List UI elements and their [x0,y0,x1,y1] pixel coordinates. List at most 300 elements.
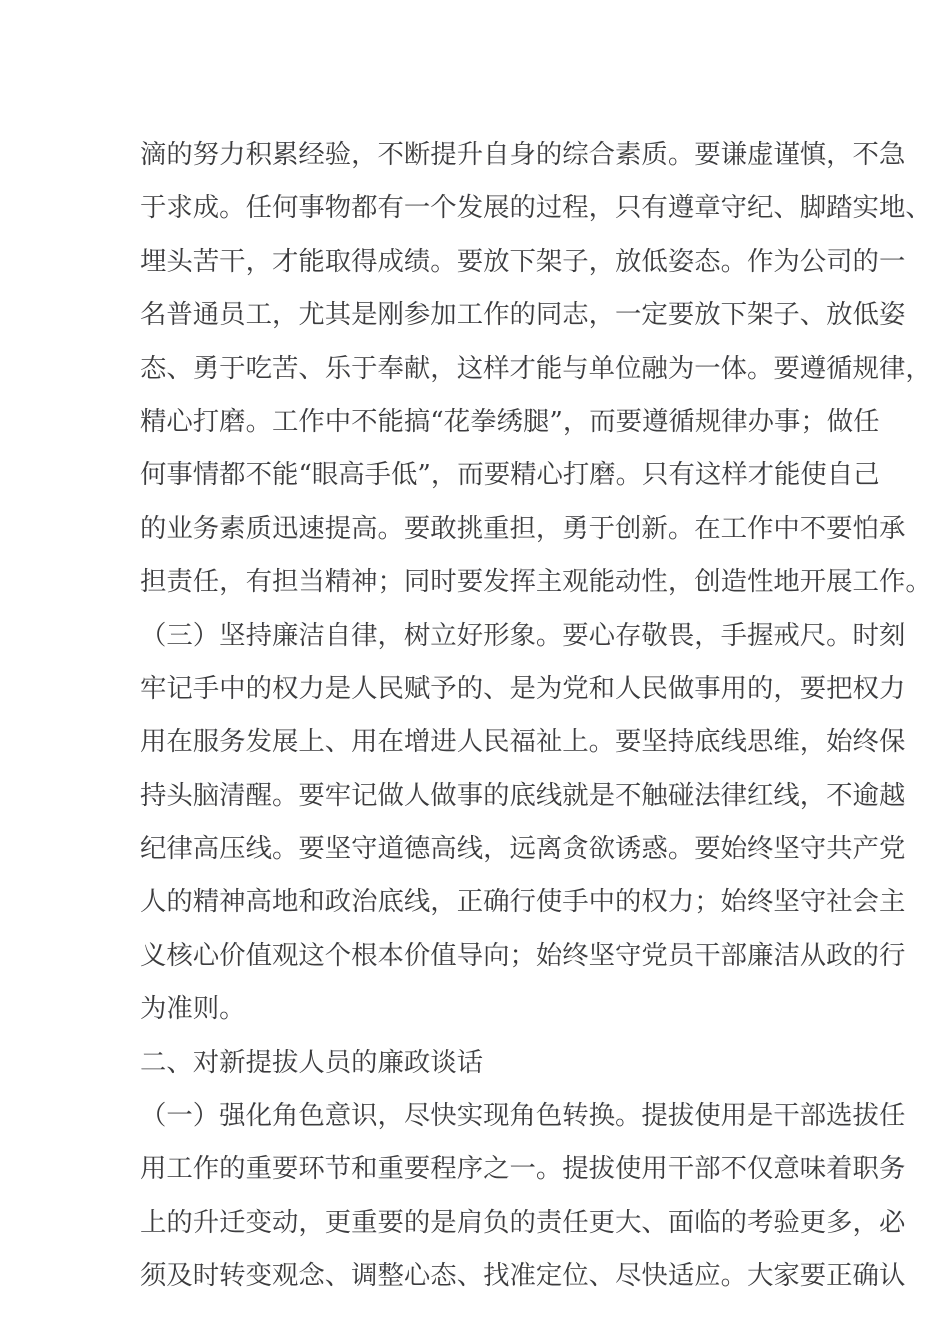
document-glyph: 变 [245,1260,272,1292]
document-glyph: 心 [536,459,563,491]
document-glyph: 踏 [826,192,853,224]
document-glyph: 慎 [799,139,827,170]
document-glyph: ， [430,352,457,384]
document-glyph: 一 [615,299,642,331]
document-glyph: 权 [271,672,299,704]
document-glyph: ， [905,352,932,384]
document-glyph: 律 [721,405,748,437]
document-glyph: 始 [720,833,747,865]
document-glyph: 中 [773,512,800,544]
document-glyph: 醒 [245,779,272,811]
document-glyph: 质 [245,512,272,544]
document-glyph: ， [377,619,404,651]
document-glyph: 滴 [140,139,167,170]
document-glyph: 一 [694,352,721,384]
document-glyph: 一 [509,1153,536,1185]
document-glyph: 苦 [271,352,299,384]
document-glyph: 何 [271,192,299,224]
document-glyph: 正 [456,886,484,918]
document-glyph: 的 [720,1206,747,1238]
document-glyph: 谦 [720,139,747,170]
document-glyph: 作 [746,245,774,277]
document-glyph: ， [271,299,299,331]
document-glyph: 就 [562,779,589,811]
document-glyph: 担 [140,566,167,598]
document-glyph: 个 [324,939,352,971]
document-glyph: 脑 [192,779,220,811]
document-glyph: 高 [430,833,457,865]
document-glyph: 于 [140,192,167,224]
document-glyph: 的 [615,886,642,918]
document-glyph: 价 [403,939,431,971]
document-glyph: 要 [799,672,827,704]
document-glyph: 尽 [403,1100,431,1132]
document-glyph: 之 [483,1153,510,1185]
document-glyph: 角 [509,1100,536,1132]
document-glyph: 任 [245,192,272,224]
document-glyph: 化 [245,1100,272,1132]
document-glyph: 树 [403,619,431,651]
document-glyph: 洁 [773,939,800,971]
document-glyph: 循 [668,405,695,437]
document-glyph: 值 [430,939,457,971]
document-glyph: ， [219,566,246,598]
document-glyph: 绩 [403,245,431,277]
document-glyph: 用 [641,1153,668,1185]
document-glyph: 党 [641,939,668,971]
document-glyph: 融 [641,352,668,384]
document-glyph: 能 [588,566,616,598]
document-glyph: 意 [773,1153,800,1185]
document-glyph: 使 [800,459,827,491]
document-glyph: 磨 [589,459,616,491]
document-glyph: 握 [746,619,774,651]
document-glyph: 价 [219,939,246,971]
document-glyph: 任 [192,566,220,598]
document-glyph: 持 [245,619,272,651]
document-glyph: 法 [694,779,721,811]
document-glyph: 放 [483,245,510,277]
document-glyph: 头 [166,245,193,277]
document-glyph: 过 [535,192,563,224]
document-glyph: 用 [140,1153,167,1185]
document-glyph: 高 [338,459,365,491]
document-glyph: 观 [271,1260,299,1292]
document-glyph: 勇 [192,352,220,384]
document-glyph: 腿 [522,405,550,437]
document-line [140,128,906,181]
document-glyph: 高 [245,886,272,918]
document-glyph: 。 [588,726,616,758]
document-glyph: 始 [535,939,563,971]
document-glyph: 党 [562,672,589,704]
document-glyph: 民 [483,726,510,758]
document-glyph: 。 [430,245,457,277]
document-glyph: 创 [615,512,642,544]
document-text-body [140,128,932,1303]
document-glyph: 触 [641,779,668,811]
document-glyph: 精 [324,566,352,598]
document-glyph: 任 [878,1100,906,1132]
document-glyph: 纪 [746,192,774,224]
document-glyph: 要 [377,1206,404,1238]
document-glyph: 持 [667,726,695,758]
document-glyph: 廉 [746,939,774,971]
document-glyph: 戒 [773,619,800,651]
document-glyph: 任 [562,1206,589,1238]
document-glyph: 福 [509,726,536,758]
document-glyph: 工 [852,566,879,598]
document-glyph: 作 [192,1153,220,1185]
document-glyph: 放 [826,299,853,331]
document-glyph: 不 [852,139,879,170]
document-glyph: 要 [615,726,642,758]
document-glyph: ” [549,405,563,437]
document-glyph: 用 [720,672,747,704]
document-glyph: 素 [615,139,642,170]
document-glyph: 在 [377,726,404,758]
document-glyph: 重 [377,1153,404,1185]
document-glyph: 。 [219,192,246,224]
document-glyph: 高 [192,833,220,865]
document-glyph: 低 [391,459,418,491]
document-glyph: 创 [694,566,721,598]
document-glyph: 而 [457,459,484,491]
document-glyph: 。 [667,512,695,544]
document-glyph: 、 [166,352,193,384]
document-glyph: 中 [219,672,246,704]
document-line [140,609,906,662]
document-glyph: 要 [694,833,721,865]
document-glyph: 观 [562,566,589,598]
document-glyph: 观 [271,939,299,971]
document-glyph: 性 [746,566,774,598]
document-glyph: ， [852,1206,879,1238]
document-glyph: 迁 [219,1206,246,1238]
document-glyph: 工 [166,1153,193,1185]
document-glyph: 、 [641,1206,668,1238]
document-glyph: 头 [166,779,193,811]
document-glyph: ， [667,566,695,598]
document-glyph: 展 [483,192,510,224]
document-glyph: 贪 [562,833,589,865]
document-glyph: 新 [641,512,668,544]
document-glyph: 人 [351,672,378,704]
document-glyph: 心 [192,939,220,971]
document-glyph: 确 [483,886,510,918]
document-glyph: 仅 [746,1153,774,1185]
document-glyph: 记 [166,672,193,704]
document-glyph: 序 [456,1153,484,1185]
document-glyph: 及 [166,1260,193,1292]
document-glyph: 心 [588,619,616,651]
document-glyph: 准 [509,1260,536,1292]
document-glyph: 这 [456,352,484,384]
document-glyph: 维 [773,726,800,758]
document-glyph: 事 [773,405,801,437]
document-glyph: 心 [403,1260,431,1292]
document-glyph: 德 [403,833,431,865]
document-glyph: 作 [878,566,906,598]
document-glyph: 畏 [667,619,695,651]
document-glyph: 刚 [377,299,404,331]
document-glyph: 的 [509,192,536,224]
document-glyph: 重 [351,1206,378,1238]
document-glyph: 予 [430,672,457,704]
document-glyph: 乐 [324,352,352,384]
document-glyph: ； [800,405,827,437]
document-glyph: ， [483,833,510,865]
document-glyph: 尺 [799,619,827,651]
document-glyph: 转 [562,1100,589,1132]
document-glyph: 地 [773,566,800,598]
document-line [140,288,906,341]
document-glyph: 能 [377,405,404,437]
document-glyph: 拔 [667,1100,695,1132]
document-line [140,875,906,928]
document-glyph: 于 [219,352,246,384]
document-glyph: 的 [166,886,193,918]
document-glyph: 打 [562,459,590,491]
document-glyph: 重 [245,1153,272,1185]
document-glyph: 、 [298,352,325,384]
document-glyph: 公 [799,245,827,277]
document-glyph: 升 [192,1206,220,1238]
document-line: 为准则。 [140,993,246,1025]
document-glyph: 低 [852,299,879,331]
document-glyph: 子 [562,245,589,277]
document-glyph: 做 [430,779,457,811]
document-glyph: 才 [747,459,774,491]
document-glyph: 值 [245,939,272,971]
document-glyph: 的 [509,1206,536,1238]
document-glyph: 程 [430,1153,457,1185]
document-glyph: ” [417,459,431,491]
document-glyph: 惑 [641,833,668,865]
document-glyph: 姿 [667,245,695,277]
document-glyph: 碰 [667,779,695,811]
document-glyph: 埋 [140,245,167,277]
document-glyph: 得 [351,245,378,277]
document-glyph: 调 [351,1260,378,1292]
document-glyph: 远 [509,833,536,865]
document-glyph: 守 [799,833,827,865]
document-glyph: 的 [483,779,510,811]
document-glyph: 人 [456,726,484,758]
document-glyph: 担 [271,566,299,598]
document-glyph: 发 [245,726,272,758]
document-glyph: 终 [562,939,589,971]
document-glyph: 。 [746,352,774,384]
document-glyph: 精 [140,405,167,437]
document-glyph: 为 [667,352,695,384]
document-glyph: 。 [667,139,695,170]
document-glyph: 成 [192,192,220,224]
document-glyph: 从 [799,939,827,971]
document-glyph: 能 [773,459,801,491]
document-glyph: 会 [852,886,879,918]
document-glyph: 律 [166,833,193,865]
document-glyph: 敬 [641,619,668,651]
document-glyph: 的 [535,139,563,170]
document-glyph: 。 [720,245,747,277]
document-glyph: 使 [694,1100,721,1132]
document-glyph: 手 [562,886,589,918]
document-glyph: ， [351,139,378,170]
document-glyph: 线 [456,833,484,865]
document-glyph: 做 [667,672,695,704]
document-glyph: 任 [853,405,880,437]
document-glyph: 努 [192,139,220,170]
document-glyph: 逾 [852,779,879,811]
document-glyph: 名 [140,299,167,331]
document-glyph: 是 [351,299,378,331]
document-glyph: 展 [826,566,853,598]
document-glyph: 花 [443,405,471,437]
document-glyph: 能 [298,245,325,277]
document-glyph: 保 [878,726,906,758]
document-glyph: 要 [773,352,800,384]
document-glyph: 位 [562,1260,589,1292]
document-glyph: 地 [878,192,906,224]
document-glyph: 架 [535,245,563,277]
document-glyph: 思 [746,726,774,758]
document-line [140,662,906,715]
document-glyph: 律 [351,619,378,651]
document-glyph: 要 [562,619,589,651]
document-glyph: 工 [271,405,299,437]
document-glyph: 找 [483,1260,510,1292]
document-glyph: 的 [140,512,167,544]
document-glyph: 员 [219,299,246,331]
document-glyph: 政 [324,886,352,918]
document-glyph: 其 [324,299,352,331]
document-glyph: 姿 [878,299,906,331]
document-glyph: ， [694,619,721,651]
document-line [140,769,906,822]
document-glyph: 。 [535,619,563,651]
document-glyph: 同 [535,299,563,331]
document-glyph: 上 [140,1206,167,1238]
document-glyph: 是 [430,1206,457,1238]
document-glyph: 急 [878,139,906,170]
document-glyph: “ [430,405,444,437]
document-glyph: 速 [298,512,325,544]
document-glyph: 拳 [470,405,497,437]
document-glyph: 味 [799,1153,827,1185]
document-glyph: 是 [509,672,536,704]
document-glyph: 守 [615,939,642,971]
document-glyph: 参 [403,299,431,331]
document-glyph: “ [298,459,312,491]
document-glyph: 欲 [588,833,616,865]
document-glyph: 干 [773,1100,800,1132]
document-glyph: 当 [298,566,325,598]
document-glyph: 时 [852,619,879,651]
document-glyph: 在 [694,512,721,544]
document-glyph: 态 [430,1260,457,1292]
document-glyph: 用 [720,1100,747,1132]
document-glyph: ， [377,1100,404,1132]
document-glyph: 位 [615,352,642,384]
document-glyph: 干 [667,1153,695,1185]
document-glyph: 提 [562,1153,589,1185]
document-glyph: ， [430,886,457,918]
document-glyph: 产 [852,833,879,865]
document-glyph: 和 [351,1153,378,1185]
document-glyph: 提 [324,512,352,544]
document-glyph: 担 [509,512,536,544]
document-glyph: ， [588,192,616,224]
document-glyph: 尤 [298,299,325,331]
document-glyph: 是 [324,672,352,704]
document-glyph: 始 [720,886,747,918]
document-glyph: 成 [377,245,404,277]
document-glyph: 坚 [588,939,616,971]
document-glyph: 越 [878,779,906,811]
document-glyph: 牢 [324,779,352,811]
document-glyph: 力 [667,886,695,918]
document-line [140,342,932,395]
document-glyph: 部 [799,1100,827,1132]
document-glyph: 导 [456,939,484,971]
document-glyph: 这 [694,459,722,491]
document-glyph: 有 [668,459,695,491]
document-glyph: 律 [878,352,906,384]
document-glyph: ； [694,886,721,918]
document-glyph: 社 [826,886,853,918]
document-glyph: 不 [720,1153,747,1185]
document-glyph: 政 [826,939,853,971]
document-glyph: 多 [826,1206,853,1238]
document-glyph: 规 [852,352,879,384]
document-glyph: 脚 [799,192,827,224]
document-glyph: 存 [615,619,642,651]
document-glyph: 底 [377,886,404,918]
document-glyph: 职 [852,1153,879,1185]
document-glyph: 考 [746,1206,774,1238]
document-glyph: 干 [219,245,246,277]
document-glyph: 章 [694,192,721,224]
document-glyph: 这 [298,939,325,971]
document-glyph: 力 [878,672,906,704]
document-glyph: 能 [535,352,563,384]
document-glyph: 线 [720,726,747,758]
document-glyph: 要 [271,1153,299,1185]
document-glyph: 态 [694,245,721,277]
document-glyph: 牢 [140,672,167,704]
document-glyph: 转 [219,1260,246,1292]
document-glyph: 加 [430,299,457,331]
document-glyph: 吃 [245,352,272,384]
document-glyph: 实 [456,1100,484,1132]
document-glyph: 都 [351,192,378,224]
document-glyph: 立 [430,619,457,651]
document-glyph: 、 [905,192,932,224]
document-glyph: 要 [403,512,431,544]
document-glyph: 核 [166,939,193,971]
document-glyph: 换 [588,1100,616,1132]
document-glyph: 、 [483,672,510,704]
document-glyph: 合 [588,139,616,170]
document-glyph: 清 [219,779,246,811]
document-glyph: 。 [826,619,853,651]
document-glyph: 作 [746,512,774,544]
document-glyph: 心 [166,405,193,437]
document-glyph: 苦 [192,245,220,277]
document-glyph: 展 [271,726,299,758]
document-glyph: 不 [799,512,827,544]
